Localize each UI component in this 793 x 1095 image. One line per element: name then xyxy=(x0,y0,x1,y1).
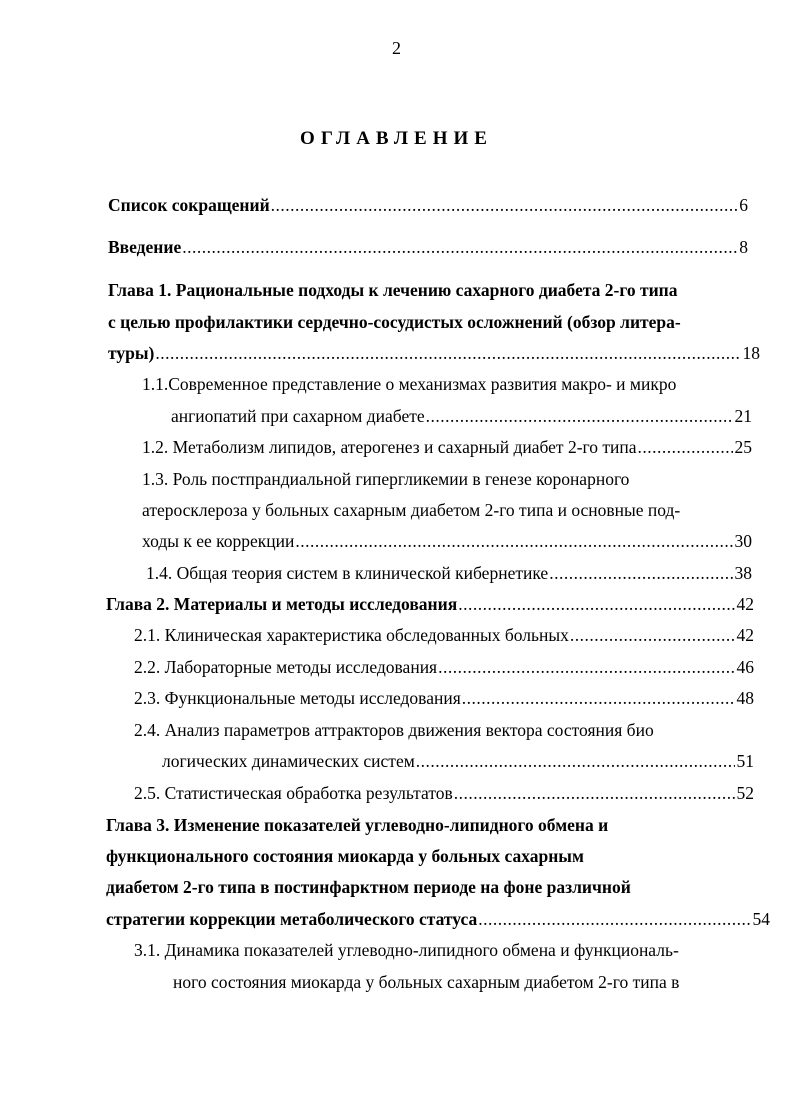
toc-page-number: 52 xyxy=(736,783,754,803)
toc-chapter-1-line-2[interactable] xyxy=(108,308,748,336)
toc-leader-dots xyxy=(182,233,737,261)
toc-leader-dots xyxy=(458,590,734,618)
toc-chapter-3-line-1[interactable] xyxy=(106,811,754,839)
toc-chapter-3-line-4[interactable] xyxy=(106,905,770,933)
toc-section-1-1-line-1[interactable] xyxy=(142,370,752,398)
toc-entry-text: 1.2. Метаболизм липидов, атерогенез и сахарный диабет 2-го типа xyxy=(142,437,637,457)
toc-entry-text: ходы к ее коррекции xyxy=(142,531,295,551)
toc-leader-dots xyxy=(155,339,740,367)
toc-page-number: 25 xyxy=(734,437,752,457)
toc-page-number: 6 xyxy=(739,195,748,215)
toc-chapter-3-line-3[interactable] xyxy=(106,873,754,901)
toc-section-2-1[interactable] xyxy=(134,621,754,649)
toc-entry-text: с целью профилактики сердечно-сосудистых осложнений (обзор литера- xyxy=(108,312,681,332)
toc-entry-text: диабетом 2-го типа в постинфарктном периоде на фоне различной xyxy=(106,877,631,897)
toc-page-number: 18 xyxy=(742,343,760,363)
toc-leader-dots xyxy=(438,653,734,681)
toc-leader-dots xyxy=(549,559,732,587)
toc-entry-text: туры) xyxy=(108,343,155,363)
toc-entry-text: 2.1. Клиническая характеристика обследованных больных xyxy=(134,625,569,645)
toc-section-2-3[interactable] xyxy=(134,684,754,712)
toc-entry-text: функционального состояния миокарда у больных сахарным xyxy=(106,846,584,866)
toc-page-number: 42 xyxy=(736,625,754,645)
toc-chapter-1-line-1[interactable] xyxy=(108,276,748,304)
page-title: ОГЛАВЛЕНИЕ xyxy=(300,128,493,149)
toc-section-2-4-line-1[interactable] xyxy=(134,716,754,744)
toc-chapter-3-line-2[interactable] xyxy=(106,842,754,870)
toc-entry-text: Глава 3. Изменение показателей углеводно-липидного обмена и xyxy=(106,815,609,835)
toc-section-1-1-line-2[interactable] xyxy=(171,402,752,430)
toc-entry-text: стратегии коррекции метаболического статуса xyxy=(106,909,478,929)
toc-section-3-1-line-1[interactable] xyxy=(134,936,764,964)
toc-section-1-3-line-2[interactable] xyxy=(142,496,752,524)
toc-entry-abbreviations[interactable] xyxy=(108,191,748,219)
toc-leader-dots xyxy=(478,905,750,933)
toc-entry-text: ангиопатий при сахарном диабете xyxy=(171,406,425,426)
toc-entry-text: 2.4. Анализ параметров аттракторов движения вектора состояния био xyxy=(134,720,654,740)
toc-page-number: 51 xyxy=(736,751,754,771)
toc-entry-text: 1.1.Современное представление о механизмах развития макро- и микро xyxy=(142,374,677,394)
toc-page-number: 38 xyxy=(734,563,752,583)
toc-entry-text: 1.3. Роль постпрандиальной гипергликемии в генезе коронарного xyxy=(142,469,630,489)
toc-entry-text: 3.1. Динамика показателей углеводно-липидного обмена и функциональ- xyxy=(134,940,679,960)
toc-entry-text: атеросклероза у больных сахарным диабетом 2-го типа и основные под- xyxy=(142,500,681,520)
toc-leader-dots xyxy=(426,402,733,430)
toc-section-2-2[interactable] xyxy=(134,653,754,681)
toc-leader-dots xyxy=(416,747,735,775)
toc-leader-dots xyxy=(271,191,738,219)
toc-page-number: 21 xyxy=(734,406,752,426)
toc-leader-dots xyxy=(462,684,735,712)
toc-section-1-3-line-3[interactable] xyxy=(142,527,752,555)
toc-section-1-4[interactable] xyxy=(146,559,752,587)
toc-section-2-5[interactable] xyxy=(134,779,754,807)
toc-leader-dots xyxy=(454,779,735,807)
toc-chapter-2[interactable] xyxy=(106,590,754,618)
toc-leader-dots xyxy=(570,621,735,649)
toc-page-number: 42 xyxy=(736,594,754,614)
toc-section-3-1-line-2[interactable] xyxy=(173,968,764,996)
toc-entry-text: Глава 1. Рациональные подходы к лечению сахарного диабета 2-го типа xyxy=(108,280,678,300)
toc-entry-text: 2.2. Лабораторные методы исследования xyxy=(134,657,438,677)
toc-section-1-3-line-1[interactable] xyxy=(142,465,752,493)
toc-page-number: 46 xyxy=(736,657,754,677)
toc-entry-text: Список сокращений xyxy=(108,195,270,215)
toc-leader-dots xyxy=(638,433,733,461)
toc-section-2-4-line-2[interactable] xyxy=(162,747,754,775)
toc-page-number: 54 xyxy=(752,909,770,929)
toc-leader-dots xyxy=(295,527,732,555)
toc-entry-text: 2.5. Статистическая обработка результатов xyxy=(134,783,453,803)
toc-page-number: 30 xyxy=(734,531,752,551)
toc-entry-text: логических динамических систем xyxy=(162,751,415,771)
toc-entry-text: 1.4. Общая теория систем в клинической кибернетике xyxy=(146,563,549,583)
toc-entry-text: Введение xyxy=(108,237,182,257)
toc-section-1-2[interactable] xyxy=(142,433,752,461)
toc-entry-introduction[interactable] xyxy=(108,233,748,261)
page-number: 2 xyxy=(392,38,401,58)
toc-entry-text: Глава 2. Материалы и методы исследования xyxy=(106,594,458,614)
toc-entry-text: 2.3. Функциональные методы исследования xyxy=(134,688,461,708)
toc-chapter-1-line-3[interactable] xyxy=(108,339,760,367)
toc-page-number: 48 xyxy=(736,688,754,708)
toc-entry-text: ного состояния миокарда у больных сахарным диабетом 2-го типа в xyxy=(173,972,680,992)
toc-page-number: 8 xyxy=(739,237,748,257)
